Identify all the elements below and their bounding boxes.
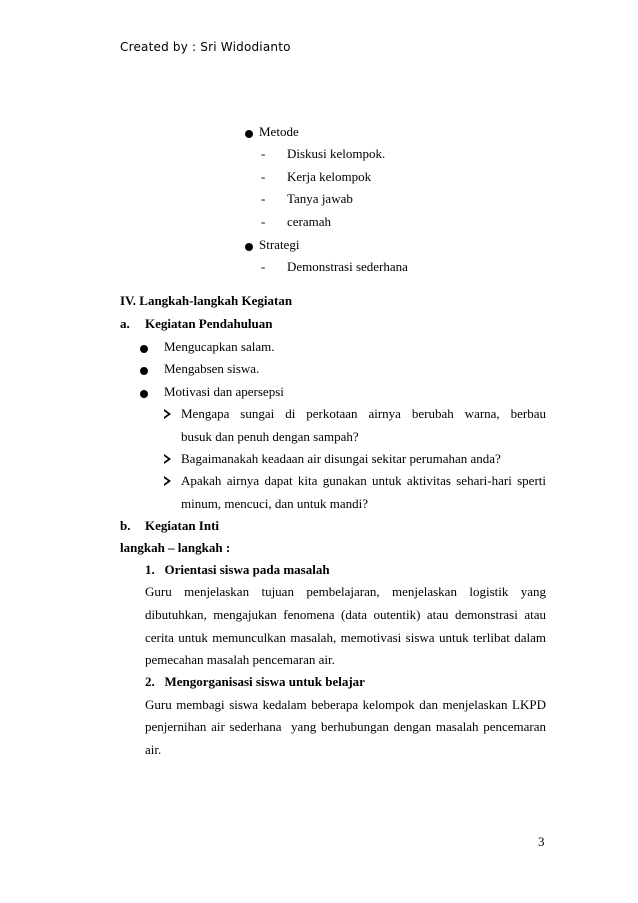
bullet-icon <box>140 390 148 398</box>
arrow-bullet-icon <box>164 409 171 419</box>
metode-item: Tanya jawab <box>287 191 353 206</box>
dash-icon: - <box>261 169 266 184</box>
bullet-icon <box>140 367 148 375</box>
dash-icon: - <box>261 146 266 161</box>
strategi-item: Demonstrasi sederhana <box>287 259 408 274</box>
bullet-icon <box>245 130 253 138</box>
metode-item: ceramah <box>287 214 332 229</box>
steps-label: langkah – langkah : <box>120 540 231 555</box>
bullet-icon <box>245 243 253 251</box>
step1-line: Guru menjelaskan tujuan pembelajaran, menjelaskan logistik yang <box>145 584 546 599</box>
apersepsi-question: Mengapa sungai di perkotaan airnya berubah warna, berbau <box>181 406 546 421</box>
step1-title: 1. Orientasi siswa pada masalah <box>145 562 330 577</box>
arrow-bullet-icon <box>164 476 171 486</box>
section-a-title: Kegiatan Pendahuluan <box>145 316 273 331</box>
metode-item: Kerja kelompok <box>287 169 372 184</box>
apersepsi-question: Apakah airnya dapat kita gunakan untuk aktivitas sehari-hari sperti <box>181 473 546 488</box>
metode-item: Diskusi kelompok. <box>287 146 386 161</box>
step2-line: Guru membagi siswa kedalam beberapa kelompok dan menjelaskan LKPD <box>145 697 546 712</box>
step1-line: pemecahan masalah pencemaran air. <box>145 652 335 667</box>
step1-line: dibutuhkan, mengajukan fenomena (data outentik) atau demonstrasi atau <box>145 607 546 622</box>
bullet-icon <box>140 345 148 353</box>
apersepsi-question: Bagaimanakah keadaan air disungai sekitar perumahan anda? <box>181 451 501 466</box>
section-a-marker: a. <box>120 316 130 331</box>
intro-bullet: Mengucapkan salam. <box>164 339 275 354</box>
step1-line: cerita untuk memunculkan masalah, memotivasi siswa untuk terlibat dalam <box>145 630 546 645</box>
metode-label: Metode <box>259 124 299 139</box>
intro-bullet: Mengabsen siswa. <box>164 361 260 376</box>
dash-icon: - <box>261 259 266 274</box>
section-b-marker: b. <box>120 518 131 533</box>
apersepsi-question-cont: busuk dan penuh dengan sampah? <box>181 429 359 444</box>
page-header: Created by : Sri Widodianto <box>120 40 291 54</box>
intro-bullet: Motivasi dan apersepsi <box>164 384 284 399</box>
step2-line: penjernihan air sederhana yang berhubungan dengan masalah pencemaran <box>145 719 546 734</box>
section-iv-title: IV. Langkah-langkah Kegiatan <box>120 293 293 308</box>
strategi-label: Strategi <box>259 237 300 252</box>
apersepsi-question-cont: minum, mencuci, dan untuk mandi? <box>181 496 369 511</box>
section-b-title: Kegiatan Inti <box>145 518 220 533</box>
page-number: 3 <box>538 834 545 849</box>
dash-icon: - <box>261 214 266 229</box>
step2-line: air. <box>145 742 162 757</box>
arrow-bullet-icon <box>164 454 171 464</box>
dash-icon: - <box>261 191 266 206</box>
step2-title: 2. Mengorganisasi siswa untuk belajar <box>145 674 365 689</box>
